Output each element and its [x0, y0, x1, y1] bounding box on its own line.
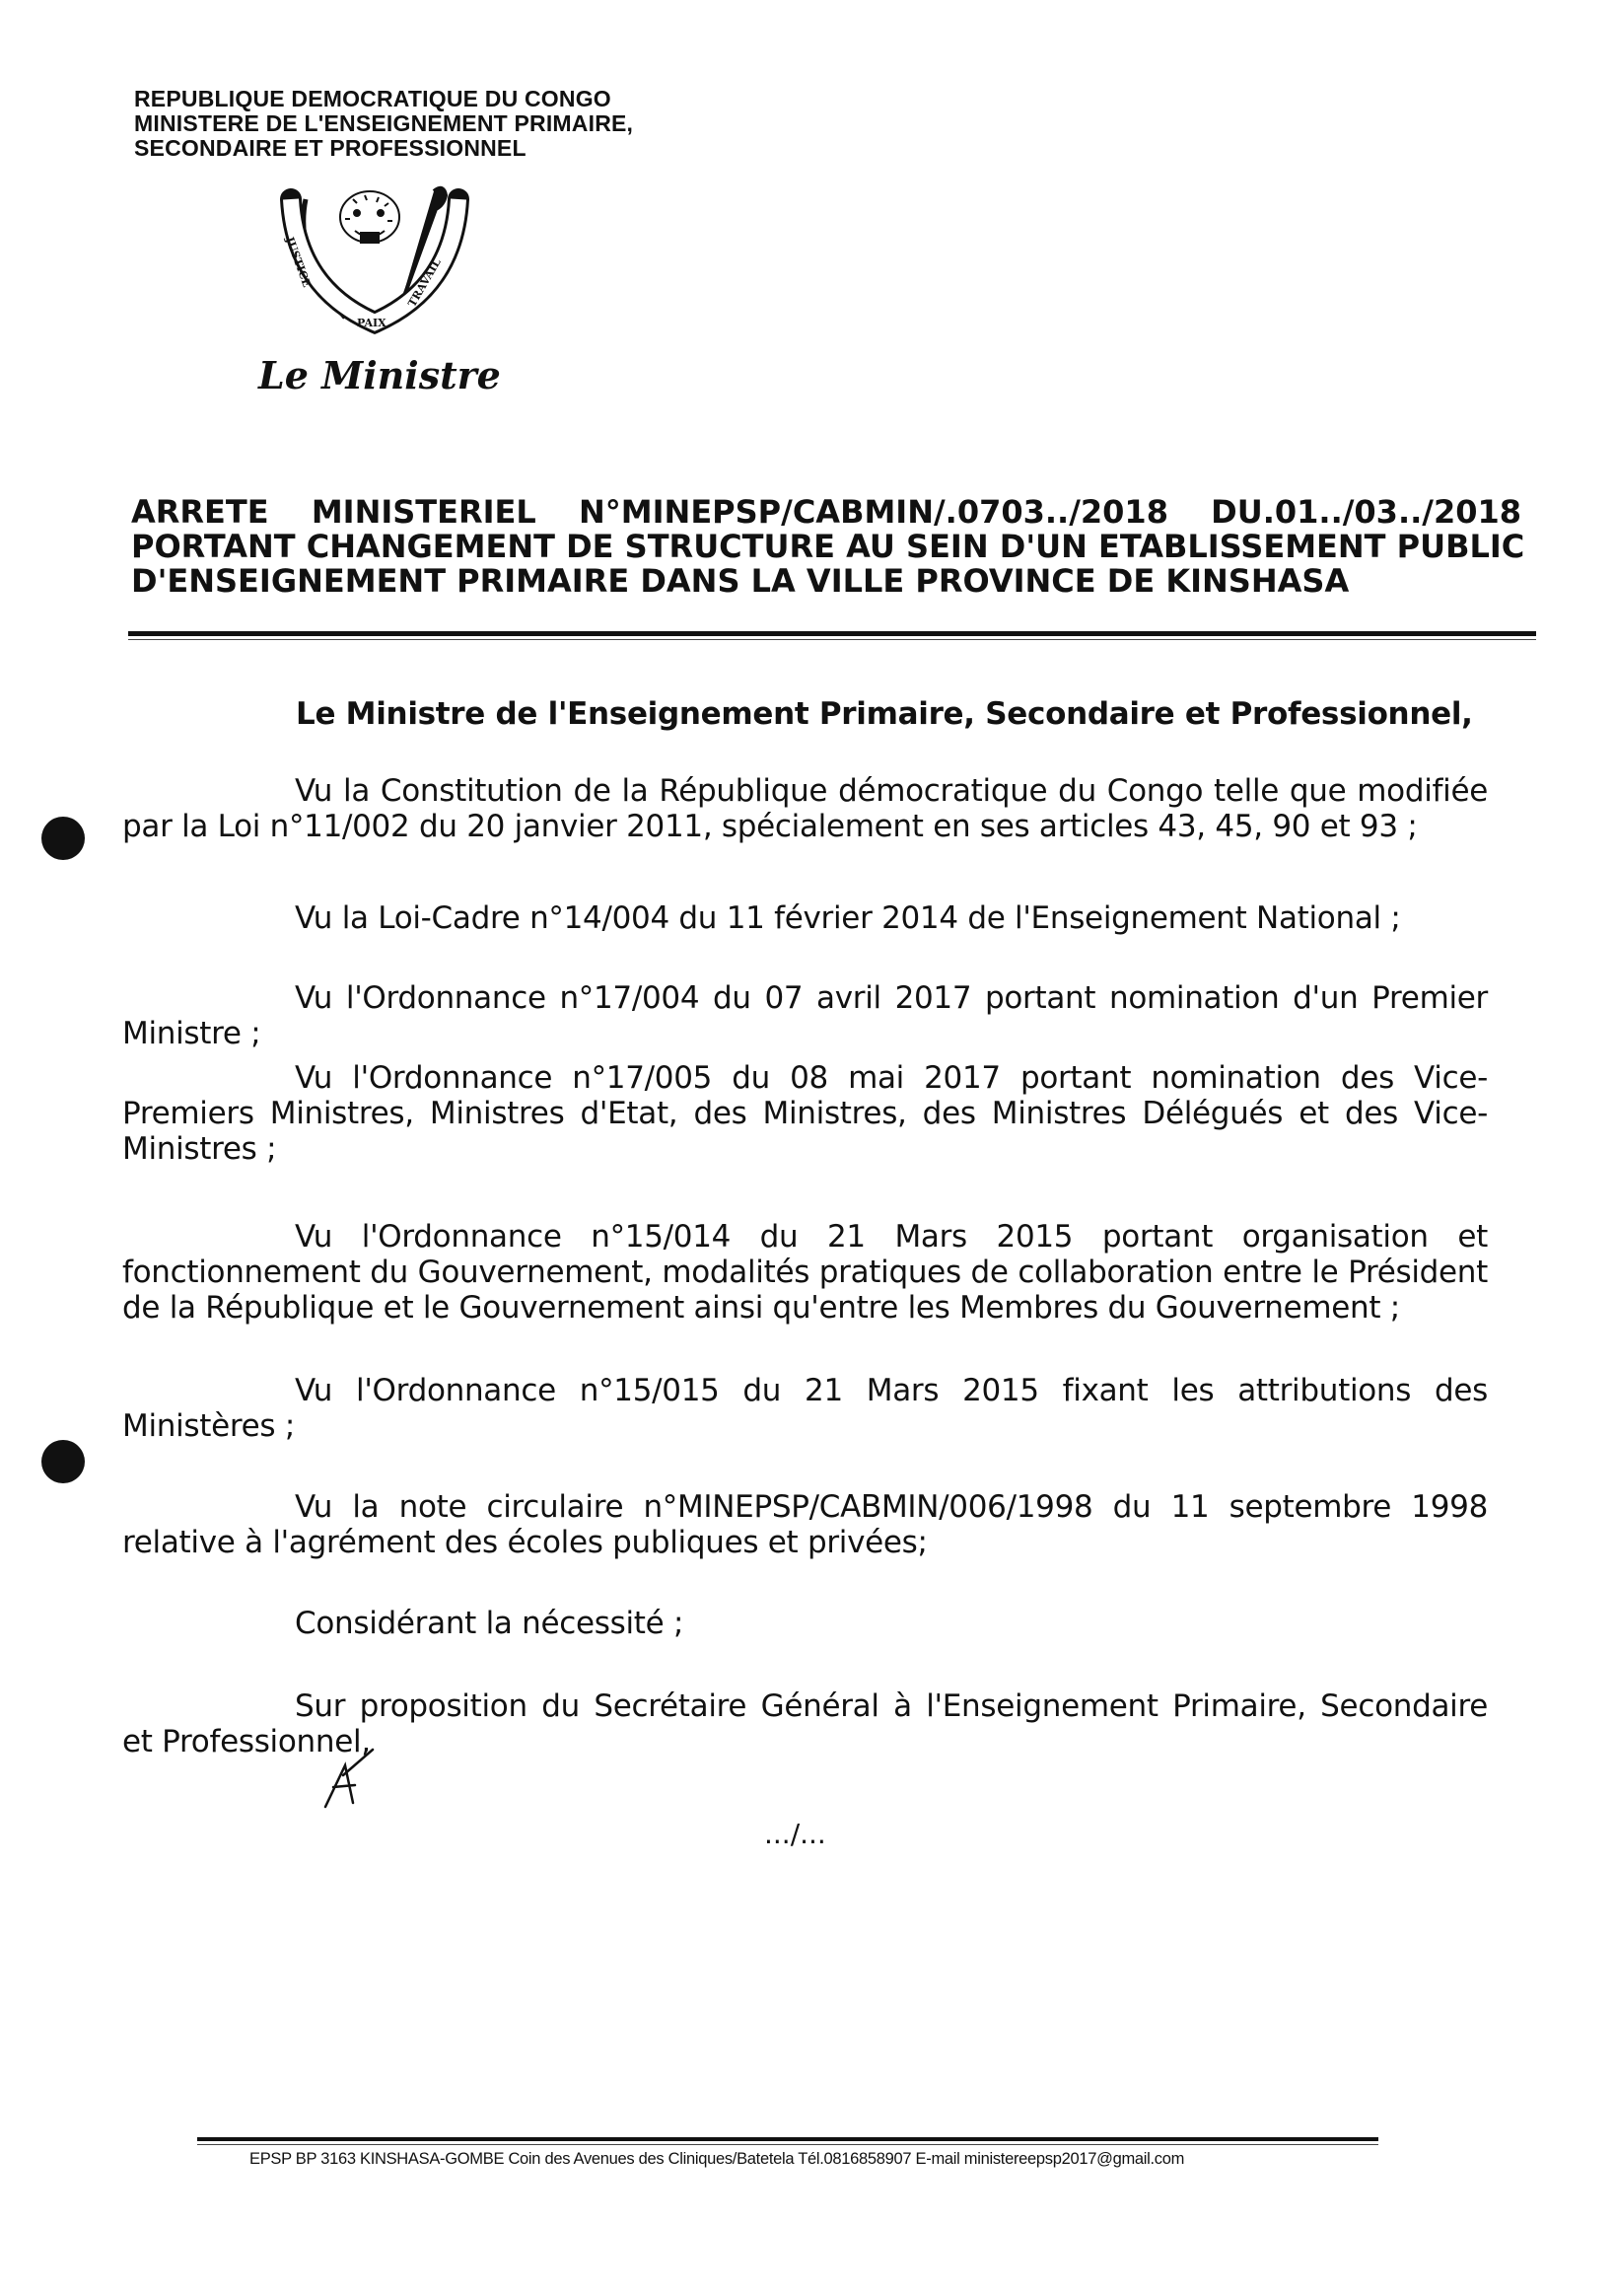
- motto-travail: TRAVAIL: [405, 256, 444, 310]
- paragraph-ordonnance-15-014: Vu l'Ordonnance n°15/014 du 21 Mars 2015 portant organisation et fonctionnement du Gouvernement, modalités pratiques de collaboration entre le Président de la République et le Gouvernement ainsi qu'entre les Membres du Gouvernement ;: [122, 1219, 1488, 1326]
- title-divider-thin: [128, 639, 1536, 640]
- motto-paix: PAIX: [357, 317, 386, 329]
- letterhead: [134, 87, 633, 161]
- decree-title-line1: [131, 495, 1521, 530]
- paragraph-considerant: Considérant la nécessité ;: [295, 1606, 684, 1641]
- decree-number: N°MINEPSP/CABMIN/.0703../2018: [579, 493, 1168, 531]
- paragraph-loi-cadre: Vu la Loi-Cadre n°14/004 du 11 février 2014 de l'Enseignement National ;: [295, 900, 1401, 936]
- punch-hole-lower: [41, 1440, 85, 1483]
- decree-title-line2: PORTANT CHANGEMENT DE STRUCTURE AU SEIN D'UN ETABLISSEMENT PUBLIC: [131, 528, 1525, 565]
- decree-title-word-arrete: ARRETE: [131, 493, 269, 531]
- paragraph-ordonnance-17-005: Vu l'Ordonnance n°17/005 du 08 mai 2017 portant nomination des Vice-Premiers Ministres, Ministres d'Etat, des Ministres, des Ministres Délégués et des Vice-Ministres ;: [122, 1060, 1488, 1167]
- paragraph-proposition: Sur proposition du Secrétaire Général à l'Enseignement Primaire, Secondaire et Professionnel,: [122, 1688, 1488, 1759]
- footer-divider-thin: [197, 2144, 1378, 2145]
- decree-title-line3: D'ENSEIGNEMENT PRIMAIRE DANS LA VILLE PROVINCE DE KINSHASA: [131, 562, 1350, 600]
- decree-date: DU.01../03../2018: [1211, 493, 1521, 531]
- letterhead-ministry-line2: SECONDAIRE ET PROFESSIONNEL: [134, 135, 527, 161]
- handwritten-initials-signature: [316, 1746, 385, 1815]
- decree-title-word-ministeriel: MINISTERIEL: [311, 493, 536, 531]
- footer-contact: EPSP BP 3163 KINSHASA-GOMBE Coin des Avenues des Cliniques/Batetela Tél.0816858907 E-mail ministereepsp2017@gmail.com: [249, 2150, 1185, 2168]
- continuation-marker: .../...: [764, 1818, 826, 1850]
- letterhead-country: REPUBLIQUE DEMOCRATIQUE DU CONGO: [134, 86, 611, 111]
- punch-hole-upper: [41, 817, 85, 860]
- letterhead-ministry-line1: MINISTERE DE L'ENSEIGNEMENT PRIMAIRE,: [134, 110, 634, 136]
- footer-divider: [197, 2137, 1378, 2141]
- minister-title: Le Ministre: [258, 353, 501, 397]
- title-divider: [128, 631, 1536, 636]
- paragraph-ordonnance-17-004: Vu l'Ordonnance n°17/004 du 07 avril 2017 portant nomination d'un Premier Ministre ;: [122, 980, 1488, 1051]
- paragraph-note-circulaire: Vu la note circulaire n°MINEPSP/CABMIN/006/1998 du 11 septembre 1998 relative à l'agrément des écoles publiques et privées;: [122, 1489, 1488, 1560]
- coat-of-arms-emblem: [246, 170, 503, 347]
- decree-title: [131, 493, 1525, 600]
- leopard-head-icon: [340, 191, 399, 243]
- decree-preamble-lead: Le Ministre de l'Enseignement Primaire, Secondaire et Professionnel,: [296, 696, 1473, 732]
- motto-justice: JUSTICE: [283, 235, 314, 290]
- paragraph-constitution: Vu la Constitution de la République démocratique du Congo telle que modifiée par la Loi n°11/002 du 20 janvier 2011, spécialement en ses articles 43, 45, 90 et 93 ;: [122, 773, 1488, 844]
- paragraph-ordonnance-15-015: Vu l'Ordonnance n°15/015 du 21 Mars 2015 fixant les attributions des Ministères ;: [122, 1373, 1488, 1444]
